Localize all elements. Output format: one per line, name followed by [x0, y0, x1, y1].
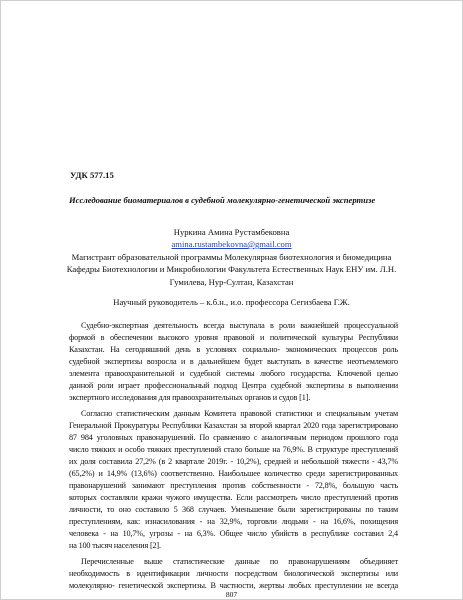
body-line: данной роли играет профессиональный подход Центра судебной экспертизы в выполнении: [69, 381, 398, 390]
affiliation-line: Магистрант образовательной программы Молекулярная биотехнология и биомедицина: [71, 252, 392, 262]
author-name: Нуркина Амина Рустамбековна: [173, 227, 290, 237]
body-line: правонарушений занимают преступления против собственности - 72,8%, большую часть: [69, 481, 398, 490]
body-line: Судебно-экспертная деятельность всегда выступала в роли важнейшей процессуальной: [81, 321, 398, 330]
body-line: формой в обеспечении высокого уровня правовой и политической культуры Республики: [69, 333, 398, 342]
body-line: Генеральной Прокуратуры Республики Казахстан за второй квартал 2020 года зарегистрировано: [69, 421, 398, 430]
body-line: молекулярно- генетической экспертизы. В частности, жертвы любых преступлении не всегда: [69, 581, 398, 590]
page-number: 807: [225, 590, 238, 599]
body-line: (65,2%) и 14,9% (13,6%) соответственно. Наибольшее количество среди зарегистрированных: [69, 469, 398, 478]
supervisor: Научный руководитель – к.б.н., и.о. профессора Сегизбаева Г.Ж.: [113, 297, 350, 307]
body-line: на 100 тысяч населения [2].: [69, 541, 161, 550]
body-line: 87 984 уголовных правонарушений. По сравнению с аналогичным периодом прошлого года: [69, 433, 398, 442]
body-line: элемента правоохранительной и судебной системы любого государства. Ключевой целью: [69, 369, 398, 378]
body-line: судебной экспертизы возросла и в дальнейшем будет выступать в качестве неотъемлемого: [69, 357, 398, 366]
body-line: Согласно статистическим данным Комитета правовой статистики и специальным учетам: [81, 409, 398, 418]
body-line: личности, то оно составило 5 368 случаев. Уменьшение были зарегистрированы по таким: [69, 505, 398, 514]
author-email-link[interactable]: amina.rustambekovna@gmail.com: [171, 239, 292, 249]
email-row: [0, 239, 463, 249]
body-line: человека - на 10,7%, угрозы - на 6,3%. Общее число убийств в республике составил 2,4: [69, 529, 398, 538]
article-title: Исследование биоматериалов в судебной молекулярно-генетической экспертизе: [69, 195, 376, 205]
udk-code: УДК 577.15: [70, 170, 114, 180]
body-line: число тяжких и особо тяжких преступлений стало больше на 76,9%. В структуре преступлений: [69, 445, 398, 454]
body-line: Казахстан. На сегодняшний день в условиях социально- экономических процессов роль: [69, 345, 398, 354]
body-line: необходимость в идентификации личности посредством биологической экспертизы или: [69, 569, 398, 578]
body-line: которых составляли кражи чужого имущества. Если рассмотреть число преступлений против: [69, 493, 398, 502]
affiliation-line: Кафедры Биотехнологии и Микробиологии Факультета Естественных Наук ЕНУ им. Л.Н.: [66, 264, 397, 274]
body-line: экспертного исследования для правоохранительных органов и судов [1].: [69, 393, 311, 402]
body-line: их доля составила 27,2% (в 2 квартале 2019г. - 10,2%), средней и небольшой тяжести - 43,7%: [69, 457, 398, 466]
body-line: Перечисленные выше статистические данные по правонарушениям объединяет: [81, 557, 398, 566]
affiliation-line: Гумилева, Нур-Султан, Казахстан: [169, 277, 294, 287]
body-line: преступлениям, как: изнасилования - на 32,9%, торговли людьми - на 16,6%, похищения: [69, 517, 398, 526]
